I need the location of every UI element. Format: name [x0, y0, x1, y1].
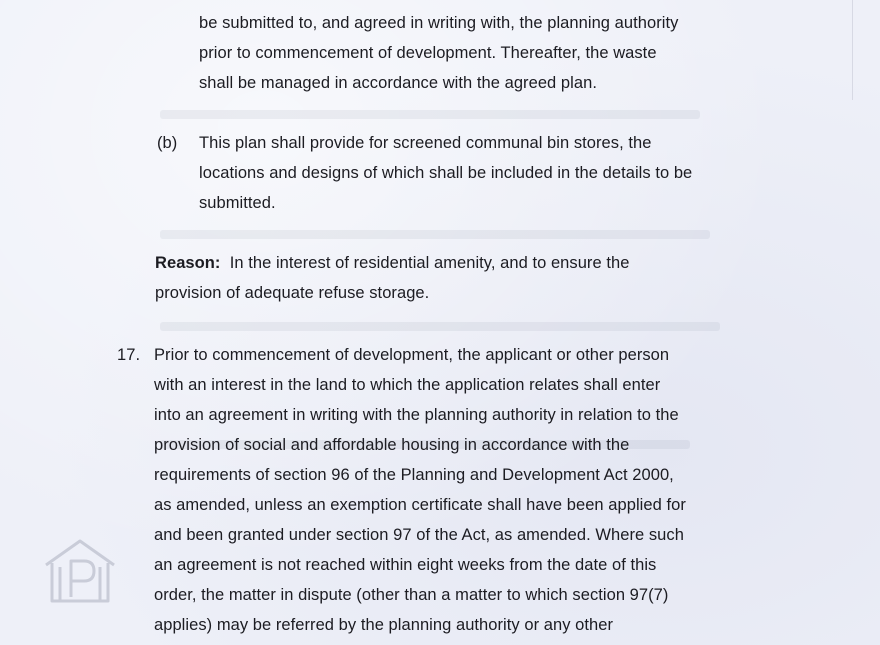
- text-line: order, the matter in dispute (other than a matter to which section 97(7): [154, 586, 669, 604]
- text-line: be submitted to, and agreed in writing with, the planning authority: [199, 14, 679, 32]
- text-line: with an interest in the land to which the application relates shall enter: [154, 376, 661, 394]
- text-line: requirements of section 96 of the Planning and Development Act 2000,: [154, 466, 674, 484]
- text-line: prior to commencement of development. Thereafter, the waste: [199, 44, 657, 62]
- text-line: [155, 248, 755, 278]
- item-b-label: (b): [157, 134, 178, 152]
- text-line: and been granted under section 97 of the Act, as amended. Where such: [154, 526, 684, 544]
- bleed-through-mark: [160, 230, 710, 239]
- text-line: provision of social and affordable housing in accordance with the: [154, 436, 630, 454]
- text-line: locations and designs of which shall be included in the details to be: [199, 164, 693, 182]
- reason-label: Reason:: [155, 254, 221, 272]
- reason-paragraph: [155, 248, 755, 308]
- text-line: shall be managed in accordance with the agreed plan.: [199, 74, 597, 92]
- bleed-through-mark: [160, 110, 700, 119]
- page-edge-shadow: [852, 0, 853, 100]
- bleed-through-mark: [160, 322, 720, 331]
- text-line: applies) may be referred by the planning authority or any other: [154, 616, 613, 634]
- condition-16-continuation: [199, 8, 759, 98]
- text-line: provision of adequate refuse storage.: [155, 284, 430, 302]
- text-line: submitted.: [199, 194, 276, 212]
- text-line: into an agreement in writing with the planning authority in relation to the: [154, 406, 679, 424]
- text-line: Prior to commencement of development, the applicant or other person: [154, 346, 670, 364]
- text-line: as amended, unless an exemption certificate shall have been applied for: [154, 496, 686, 514]
- text-line: This plan shall provide for screened communal bin stores, the: [199, 134, 652, 152]
- text-line: an agreement is not reached within eight weeks from the date of this: [154, 556, 657, 574]
- item-b-text: [199, 128, 759, 218]
- condition-17-text: [154, 340, 724, 640]
- reason-text: In the interest of residential amenity, and to ensure the: [229, 254, 630, 272]
- condition-17-number: 17.: [117, 346, 141, 364]
- house-p-logo-icon: [42, 537, 118, 605]
